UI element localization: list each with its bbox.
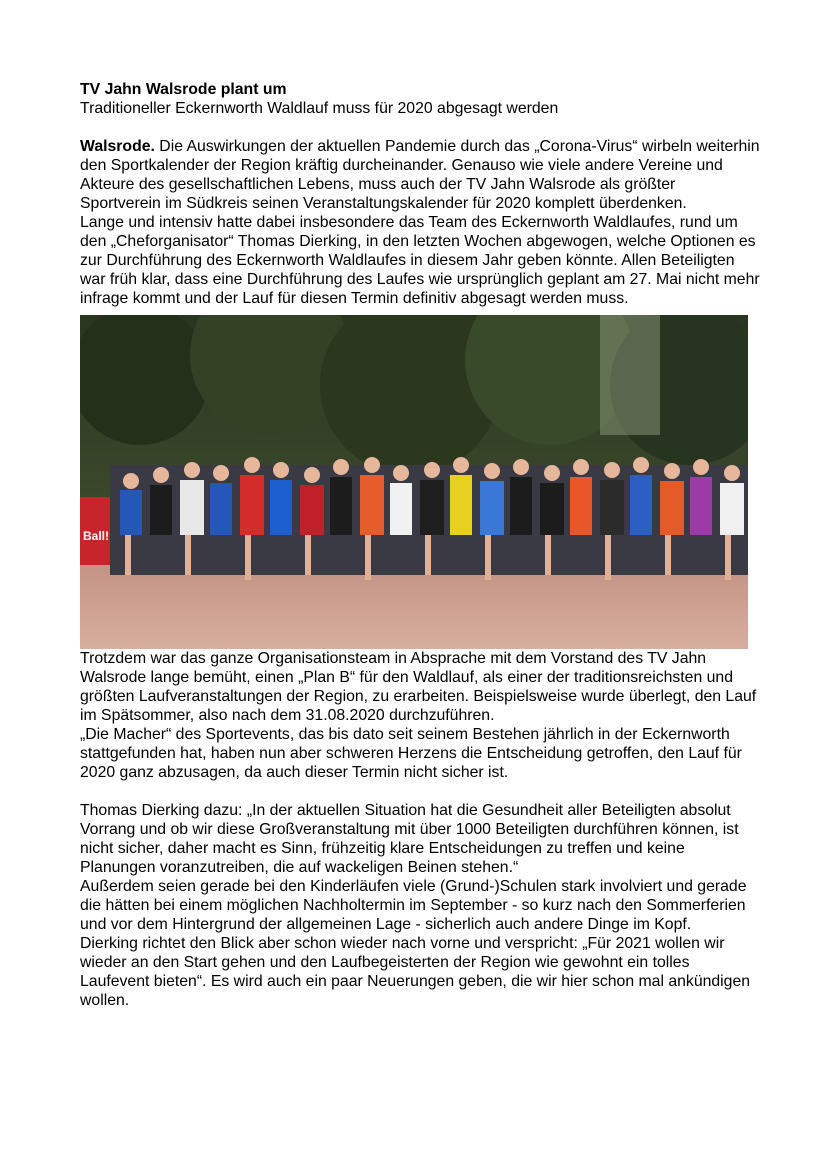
article — [80, 80, 760, 1010]
race-start-photo-image — [80, 315, 748, 649]
dateline: Walsrode. — [80, 138, 155, 155]
article-subtitle: Traditioneller Eckernworth Waldlauf muss für 2020 abgesagt werden — [80, 100, 559, 117]
paragraph-6: Außerdem seien gerade bei den Kinderläufen viele (Grund-)Schulen stark involviert und gerade die hätten bei einem möglichen Nachholtermin im September - so kurz nach den Sommerferien und vor dem Hintergrund der allgemeinen Lage - sicherlich auch andere Dinge im Kopf. — [80, 878, 747, 933]
article-title: TV Jahn Walsrode plant um — [80, 81, 287, 98]
paragraph-4: „Die Macher“ des Sportevents, das bis dato seit seinem Bestehen jährlich in der Eckernworth stattgefunden hat, haben nun aber schweren Herzens die Entscheidung getroffen, den Lauf für 2020 ganz abzusagen, da auch dieser Termin nicht sicher ist. — [80, 726, 742, 781]
paragraph-3: Trotzdem war das ganze Organisationsteam in Absprache mit dem Vorstand des TV Jahn Walsrode lange bemüht, einen „Plan B“ für den Waldlauf, als einer der traditionsreichsten und größten Laufveranstaltungen der Region, zu erarbeiten. Beispielsweise wurde überlegt, den Lauf im Spätsommer, also nach dem 31.08.2020 durchzuführen. — [80, 650, 757, 724]
paragraph-5: Thomas Dierking dazu: „In der aktuellen Situation hat die Gesundheit aller Beteiligten absolut Vorrang und ob wir diese Großveranstaltung mit über 1000 Beteiligten durchführen können, ist nicht sicher, daher macht es Sinn, frühzeitig klare Entscheidungen zu treffen und keine Planungen voranzutreiben, die auf wackeligen Beinen stehen.“ — [80, 802, 739, 876]
sponsor-banner-text: Ball! — [83, 529, 110, 543]
race-start-photo — [80, 315, 748, 649]
paragraph-7: Dierking richtet den Blick aber schon wieder nach vorne und verspricht: „Für 2021 wollen wir wieder an den Start gehen und den Laufbegeisterten der Region wie gewohnt ein tolles Laufevent bieten“. Es wird auch ein paar Neuerungen geben, die wir hier schon mal ankündigen wollen. — [80, 935, 751, 1009]
paragraph-1-text: Die Auswirkungen der aktuellen Pandemie durch das „Corona-Virus“ wirbeln weiterhin den Sportkalender der Region kräftig durcheinander. Genauso wie viele andere Vereine und Akteure des gesellschaftlichen Lebens, muss auch der TV Jahn Walsrode als größter Sportverein im Südkreis seinen Veranstaltungskalender für 2020 komplett überdenken. — [80, 138, 760, 212]
paragraph-1 — [80, 137, 760, 213]
paragraph-2: Lange und intensiv hatte dabei insbesondere das Team des Eckernworth Waldlaufes, rund um den „Cheforganisator“ Thomas Dierking, in den letzten Wochen abgewogen, welche Optionen es zur Durchführung des Eckernworth Waldlaufes in diesem Jahr geben könnte. Allen Beteiligten war früh klar, dass eine Durchführung des Laufes wie ursprünglich geplant am 27. Mai nicht mehr infrage kommt und der Lauf für diesen Termin definitiv abgesagt werden muss. — [80, 214, 760, 307]
